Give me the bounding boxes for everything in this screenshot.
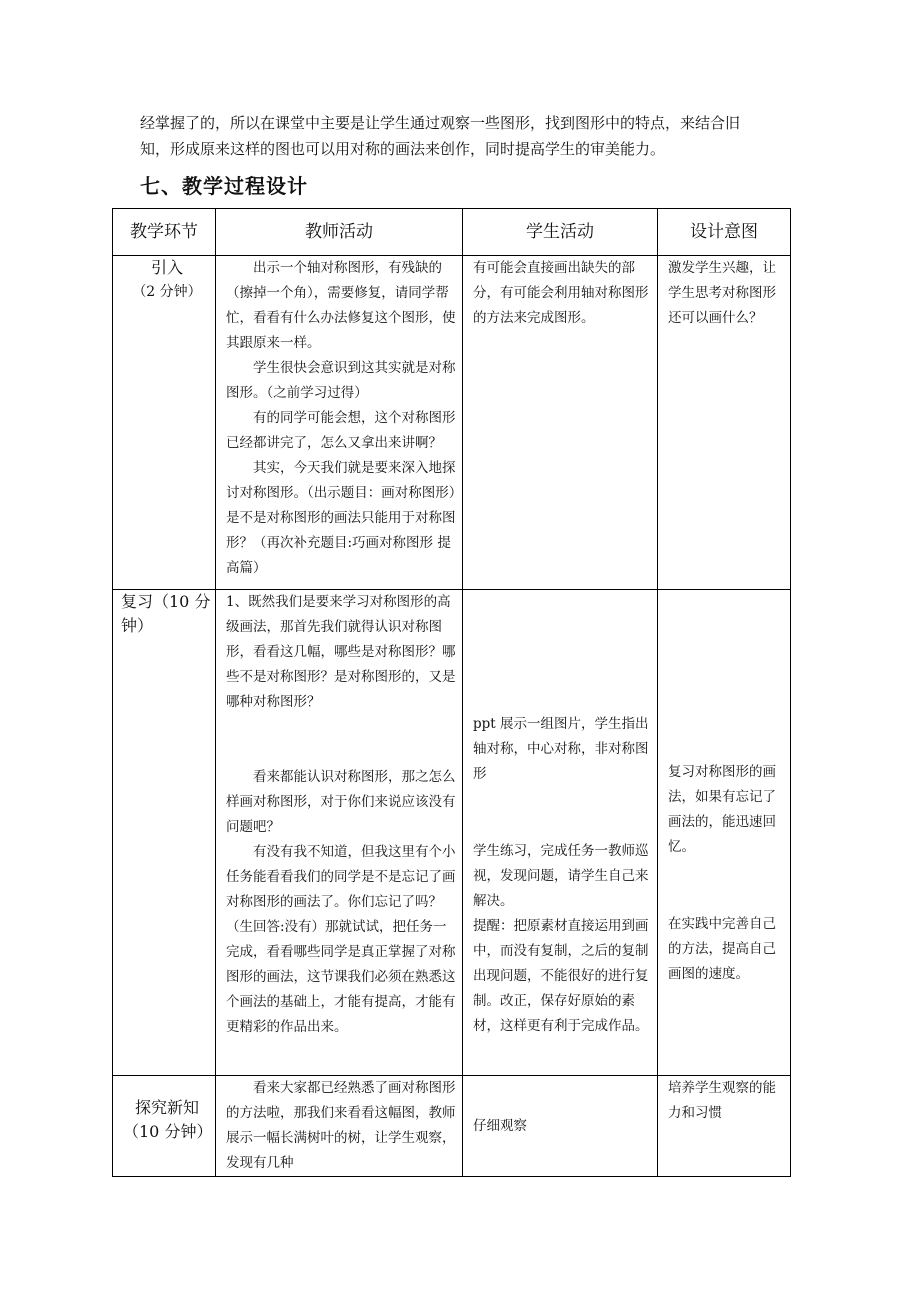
section-title: 七、教学过程设计 [140,174,308,198]
table-row [113,256,791,590]
student-paragraph: 有可能会直接画出缺失的部分，有可能会利用轴对称图形的方法来完成图形。 [473,260,649,326]
teacher-activity-cell [216,590,463,1076]
student-paragraph: 仔细观察 [473,1117,527,1134]
header-student-activity: 学生活动 [463,209,658,256]
intro-paragraph [140,110,790,162]
intro-line-1: 经掌握了的，所以在课堂中主要是让学生通过观察一些图形，找到图形中的特点，来结合旧 [140,114,741,132]
student-paragraph: ppt 展示一组图片，学生指出轴对称，中心对称，非对称图形 [473,716,649,782]
intent-paragraph: 培养学生观察的能力和习惯 [668,1080,776,1121]
design-intent-cell [658,1076,791,1177]
design-intent-cell [658,256,791,590]
phase-duration: （2 分钟） [132,284,202,300]
header-phase: 教学环节 [113,209,216,256]
phase-name: 探究新知 [134,1098,199,1117]
phase-name: 引入 [150,258,183,277]
intro-line-2: 知，形成原来这样的图也可以用对称的画法来创作，同时提高学生的审美能力。 [140,140,666,158]
teacher-paragraph: 有没有我不知道，但我这里有个小任务能看看我们的同学是不是忘记了画对称图形的画法了。你们忘记了吗？（生回答:没有）那就试试，把任务一完成，看看哪些同学是真正掌握了对称图形的画法，这节课我们必须在熟悉这个画法的基础上，才能有提高，才能有更精彩的作品出来。 [226,844,456,1035]
table-row [113,1076,791,1177]
table-row [113,590,791,1076]
teacher-activity-cell [216,256,463,590]
phase-cell [113,256,216,590]
teacher-activity-cell [216,1076,463,1177]
phase-duration: （10 分钟） [123,1122,213,1141]
design-intent-cell [658,590,791,1076]
teacher-paragraph: 看来都能认识对称图形，那之怎么样画对称图形，对于你们来说应该没有问题吧？ [226,769,456,835]
intent-paragraph: 在实践中完善自己的方法，提高自己画图的速度。 [668,916,776,982]
teacher-paragraph: 其实，今天我们就是要来深入地探讨对称图形。（出示题目：画对称图形）是不是对称图形的画法只能用于对称图形？（再次补充题目:巧画对称图形 提高篇） [226,460,456,576]
teacher-paragraph: 有的同学可能会想，这个对称图形已经都讲完了，怎么又拿出来讲啊？ [226,410,456,451]
phase-cell [113,1076,216,1177]
teacher-paragraph: 1、既然我们是要来学习对称图形的高级画法，那首先我们就得认识对称图形，看看这几幅，哪些是对称图形？哪些不是对称图形？是对称图形的，又是哪种对称图形？ [226,594,456,710]
header-teacher-activity: 教师活动 [216,209,463,256]
header-design-intent: 设计意图 [658,209,791,256]
student-activity-cell [463,1076,658,1177]
teaching-process-table [112,208,791,1177]
teacher-paragraph: 学生很快会意识到这其实就是对称图形。（之前学习过得） [226,360,456,401]
student-activity-cell [463,590,658,1076]
phase-cell [113,590,216,1076]
student-paragraph: 学生练习，完成任务一教师巡视，发现问题，请学生自己来解决。 [473,843,649,909]
table-header-row [113,209,791,256]
intent-paragraph: 激发学生兴趣，让学生思考对称图形还可以画什么？ [668,260,776,326]
intent-paragraph: 复习对称图形的画法，如果有忘记了画法的，能迅速回忆。 [668,764,776,855]
phase-name: 复习（10 分钟） [121,592,211,635]
teacher-paragraph: 看来大家都已经熟悉了画对称图形的方法啦，那我们来看看这幅图，教师展示一幅长满树叶的树，让学生观察，发现有几种 [226,1080,456,1171]
student-paragraph: 提醒：把原素材直接运用到画中，而没有复制，之后的复制出现问题，不能很好的进行复制。改正，保存好原始的素材，这样更有利于完成作品。 [473,918,649,1034]
student-activity-cell [463,256,658,590]
teacher-paragraph: 出示一个轴对称图形，有残缺的（擦掉一个角），需要修复，请同学帮忙，看看有什么办法修复这个图形，使其跟原来一样。 [226,260,456,351]
